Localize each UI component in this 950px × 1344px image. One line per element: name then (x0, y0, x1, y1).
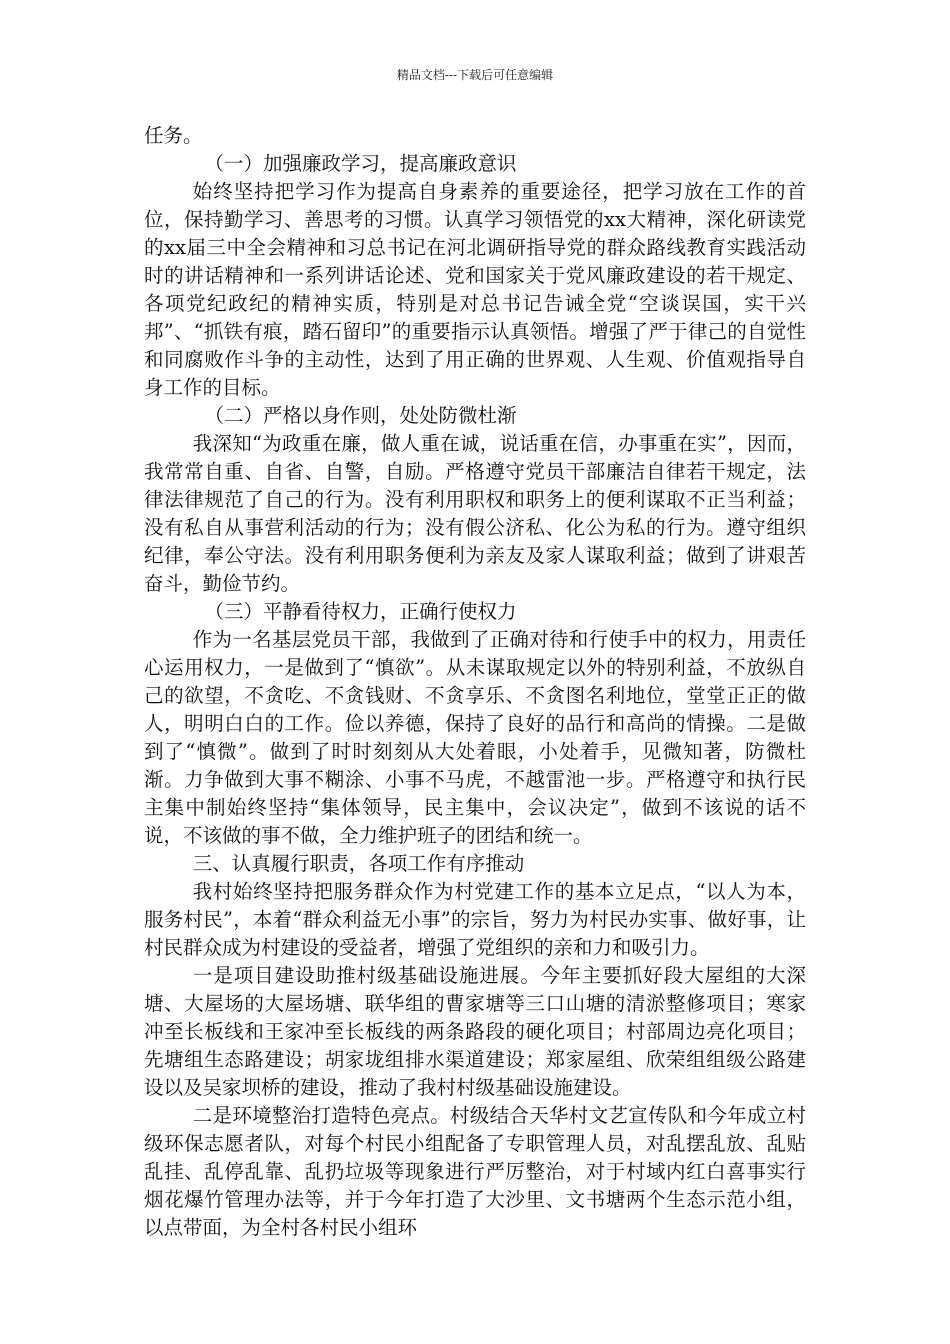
section-heading-1: （一）加强廉政学习，提高廉政意识 (204, 152, 517, 175)
paragraph: 我村始终坚持把服务群众作为村党建工作的基本立足点，“以人为本，服务村民”，本着“群众利益无小事”的宗旨，努力为村民办实事、做好事，让村民群众成为村建设的受益者，增强了党组织的亲和力和吸引力。 (144, 880, 806, 959)
paragraph: 二是环境整治打造特色亮点。村级结合天华村文艺宣传队和今年成立村级环保志愿者队，对每个村民小组配备了专职管理人员，对乱摆乱放、乱贴乱挂、乱停乱靠、乱扔垃圾等现象进行严厉整治，对于村域内红白喜事实行烟花爆竹管理办法等，并于今年打造了大沙里、文书塘两个生态示范小组，以点带面，为全村各村民小组环 (144, 1104, 806, 1239)
section-heading-main-3: 三、认真履行职责，各项工作有序推动 (192, 852, 525, 875)
paragraph: 始终坚持把学习作为提高自身素养的重要途径，把学习放在工作的首位，保持勤学习、善思考的习惯。认真学习领悟党的xx大精神，深化研读党的xx届三中全会精神和习总书记在河北调研指导党的群众路线教育实践活动时的讲话精神和一系列讲话论述、党和国家关于党风廉政建设的若干规定、各项党纪政纪的精神实质，特别是对总书记告诫全党“空谈误国，实干兴邦”、“抓铁有痕，踏石留印”的重要指示认真领悟。增强了严于律己的自觉性和同腐败作斗争的主动性，达到了用正确的世界观、人生观、价值观指导自身工作的目标。 (144, 180, 806, 399)
section-heading-3: （三）平静看待权力，正确行使权力 (204, 600, 517, 623)
section-heading-2: （二）严格以身作则，处处防微杜渐 (204, 404, 517, 427)
document-body (144, 122, 806, 1242)
paragraph: 我深知“为政重在廉，做人重在诚，说话重在信，办事重在实”，因而，我常常自重、自省、自警，自励。严格遵守党员干部廉洁自律若干规定，法律法律规范了自己的行为。没有利用职权和职务上的便利谋取不正当利益；没有私自从事营利活动的行为；没有假公济私、化公为私的行为。遵守组织纪律，奉公守法。没有利用职务便利为亲友及家人谋取利益；做到了讲艰苦奋斗，勤俭节约。 (144, 432, 806, 595)
paragraph: 作为一名基层党员干部，我做到了正确对待和行使手中的权力，用责任心运用权力，一是做到了“慎欲”。从未谋取规定以外的特别利益，不放纵自己的欲望，不贪吃、不贪钱财、不贪享乐、不贪图名利地位，堂堂正正的做人，明明白白的工作。俭以养德，保持了良好的品行和高尚的情操。二是做到了“慎微”。做到了时时刻刻从大处着眼，小处着手，见微知著，防微杜渐。力争做到大事不糊涂、小事不马虎，不越雷池一步。严格遵守和执行民主集中制始终坚持“集体领导，民主集中，会议决定”，做到不该说的话不说，不该做的事不做，全力维护班子的团结和统一。 (144, 628, 806, 847)
paragraph-continuation: 任务。 (144, 124, 203, 147)
page-header: 精品文档---下载后可任意编辑 (396, 68, 554, 82)
paragraph: 一是项目建设助推村级基础设施进展。今年主要抓好段大屋组的大深塘、大屋场的大屋场塘、联华组的曹家塘等三口山塘的清淤整修项目；寒家冲至长板线和王家冲至长板线的两条路段的硬化项目；村部周边亮化项目；先塘组生态路建设；胡家垅组排水渠道建设；郑家屋组、欣荣组组级公路建设以及吴家坝桥的建设，推动了我村村级基础设施建设。 (144, 964, 806, 1099)
